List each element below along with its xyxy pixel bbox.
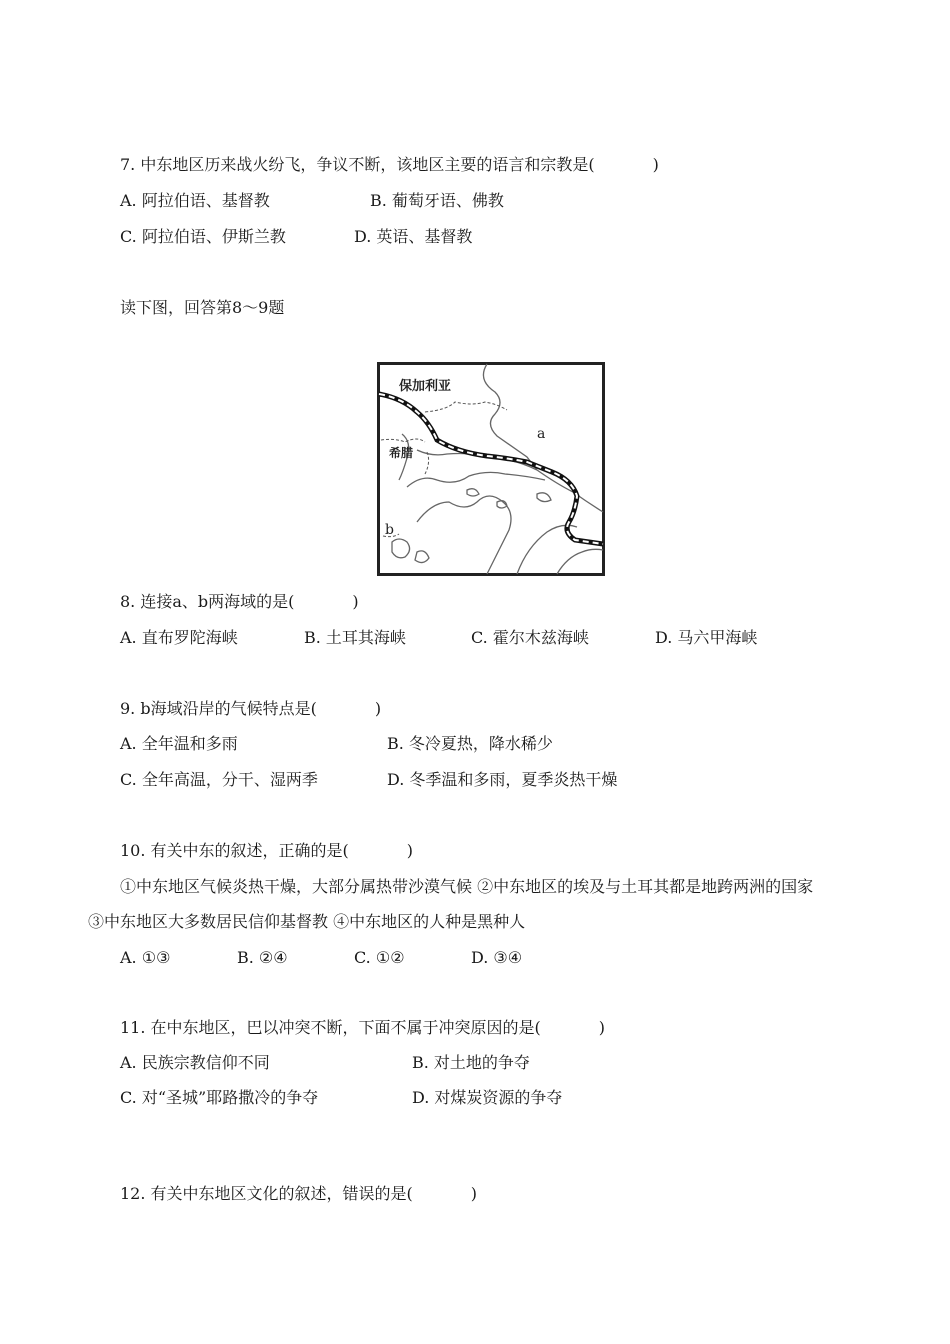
- q11-option-b: B. 对土地的争夺: [412, 1053, 530, 1072]
- q7-option-a: A. 阿拉伯语、基督教: [120, 191, 270, 210]
- q11-option-a: A. 民族宗教信仰不同: [120, 1053, 270, 1072]
- q9-option-a: A. 全年温和多雨: [120, 734, 238, 753]
- map-frame: [379, 364, 604, 575]
- q10-option-d: D. ③④: [471, 948, 523, 967]
- q7-option-d: D. 英语、基督教: [354, 227, 473, 246]
- q10-option-c: C. ①②: [354, 948, 405, 967]
- question-8-stem: 8. 连接a、b两海域的是( ): [120, 592, 359, 611]
- q7-option-c: C. 阿拉伯语、伊斯兰教: [120, 227, 286, 246]
- question-11-stem: 11. 在中东地区，巴以冲突不断，下面不属于冲突原因的是( ): [120, 1018, 606, 1037]
- q7-option-b: B. 葡萄牙语、佛教: [370, 191, 504, 210]
- label-sea-a: a: [537, 426, 546, 442]
- q8-option-d: D. 马六甲海峡: [655, 628, 758, 647]
- instruction-text: 读下图，回答第8～9题: [120, 298, 285, 317]
- q10-option-b: B. ②④: [237, 948, 288, 967]
- question-7-stem: 7. 中东地区历来战火纷飞，争议不断，该地区主要的语言和宗教是( ): [120, 155, 659, 174]
- q10-statements-line-1: ①中东地区气候炎热干燥，大部分属热带沙漠气候 ②中东地区的埃及与土耳其都是地跨两洲的国家: [120, 877, 814, 896]
- question-12-stem: 12. 有关中东地区文化的叙述，错误的是( ): [120, 1184, 478, 1203]
- q9-option-d: D. 冬季温和多雨，夏季炎热干燥: [387, 770, 618, 789]
- question-10-stem: 10. 有关中东的叙述，正确的是( ): [120, 841, 414, 860]
- q9-option-c: C. 全年高温，分干、湿两季: [120, 770, 318, 789]
- label-bulgaria: 保加利亚: [399, 379, 452, 394]
- q8-option-a: A. 直布罗陀海峡: [120, 628, 238, 647]
- q11-option-d: D. 对煤炭资源的争夺: [412, 1088, 563, 1107]
- q9-option-b: B. 冬冷夏热，降水稀少: [387, 734, 553, 753]
- question-9-stem: 9. b海域沿岸的气候特点是( ): [120, 699, 382, 718]
- label-sea-b: b: [385, 522, 394, 538]
- q8-option-c: C. 霍尔木兹海峡: [471, 628, 589, 647]
- q10-option-a: A. ①③: [120, 948, 171, 967]
- q11-option-c: C. 对“圣城”耶路撒冷的争夺: [120, 1088, 319, 1107]
- q10-statements-line-2: ③中东地区大多数居民信仰基督教 ④中东地区的人种是黑种人: [88, 912, 526, 931]
- q8-option-b: B. 土耳其海峡: [304, 628, 406, 647]
- strait-map-figure: [377, 362, 605, 576]
- label-greece: 希腊: [389, 446, 414, 460]
